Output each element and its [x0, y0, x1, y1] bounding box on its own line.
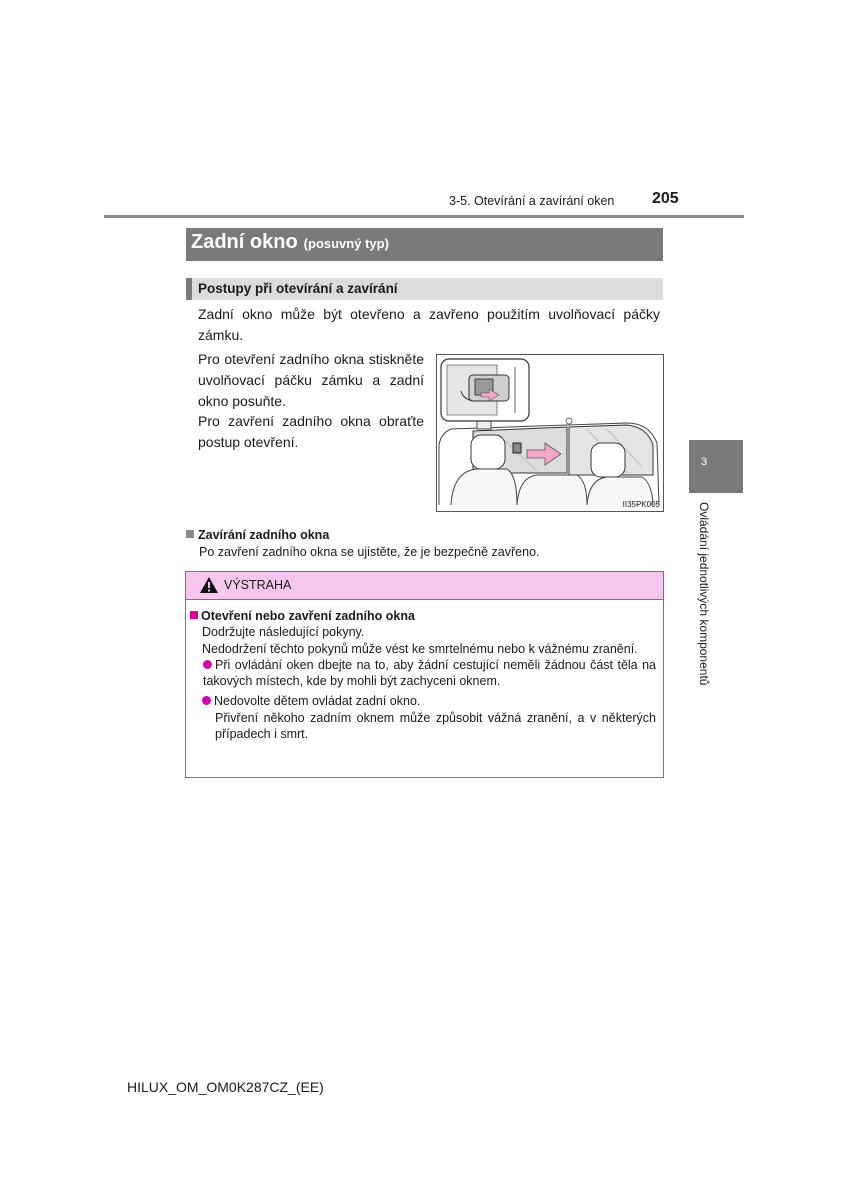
warning-bullet: Při ovládání oken dbejte na to, aby žádní cestující neměli žádnou část těla na takových místech, kde by mohli být zachyceni oknem. — [203, 657, 656, 689]
note-text: Po zavření zadního okna se ujistěte, že je bezpečně zavřeno. — [199, 545, 540, 559]
page-subtitle: (posuvný typ) — [303, 236, 389, 251]
note-square-icon — [186, 530, 194, 538]
bullet-dot-icon — [202, 696, 211, 705]
note-heading: Zavírání zadního okna — [186, 528, 329, 542]
section-title-bar — [186, 228, 663, 261]
warning-label: VÝSTRAHA — [224, 578, 292, 592]
subsection-accent — [186, 278, 192, 300]
subsection-heading: Postupy při otevírání a zavírání — [198, 281, 398, 296]
chapter-tab — [689, 440, 743, 493]
close-instructions: Pro zavření zadního okna obraťte postup otevření. — [198, 413, 424, 450]
document-code: HILUX_OM_OM0K287CZ_(EE) — [127, 1079, 324, 1095]
page-number: 205 — [652, 190, 679, 207]
warning-box — [185, 571, 664, 778]
chapter-header: 3-5. Otevírání a zavírání oken — [449, 194, 615, 208]
open-instructions: Pro otevření zadního okna stiskněte uvolňovací páčku zámku a zadní okno posuňte. — [198, 351, 424, 409]
page-title: Zadní okno (posuvný typ) — [191, 231, 389, 253]
chapter-tab-number: 3 — [701, 456, 708, 468]
warning-body — [190, 608, 656, 742]
warning-header — [186, 572, 663, 600]
warning-triangle-icon — [199, 576, 219, 594]
warning-heading: Otevření nebo zavření zadního okna — [190, 608, 656, 624]
rear-window-illustration — [436, 354, 664, 512]
header-rule — [104, 215, 744, 218]
warning-square-icon — [190, 611, 198, 619]
intro-paragraph: Zadní okno může být otevřeno a zavřeno použitím uvolňovací páčky zámku. — [198, 306, 660, 343]
warning-bullet: Nedovolte dětem ovládat zadní okno. — [190, 693, 656, 709]
warning-bullet-detail: Přivření někoho zadním oknem může způsobit vážná zranění, a v některých případech i smrt. — [215, 710, 656, 742]
subsection-bar — [186, 278, 663, 300]
bullet-dot-icon — [203, 660, 212, 669]
chapter-tab-label: Ovládání jednotlivých komponentů — [697, 502, 711, 686]
warning-line: Dodržujte následující pokyny. — [202, 625, 365, 640]
rear-window-drawing — [437, 355, 663, 511]
warning-line: Nedodržení těchto pokynů může vést ke smrtelnému nebo k vážnému zranění. — [202, 641, 638, 656]
figure-code: II35PK005 — [622, 500, 660, 509]
